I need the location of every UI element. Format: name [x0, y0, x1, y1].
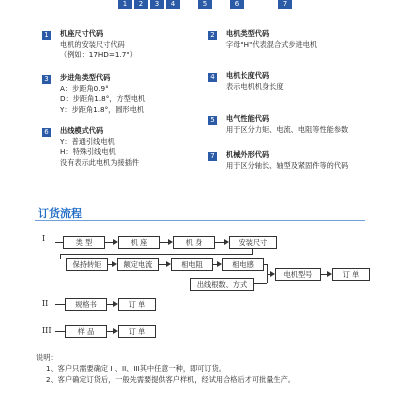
flow-box-holding-torque: 保持转矩	[66, 258, 108, 271]
flow-box-body: 机 身	[173, 236, 215, 249]
flow-box-frame: 机 座	[118, 236, 160, 249]
notes-title: 说明：	[36, 353, 58, 362]
code-item-line: 字母"H"代表混合式步进电机	[226, 39, 318, 49]
code-badge-4: 4	[208, 73, 217, 82]
code-number: 2	[134, 0, 148, 9]
section-divider	[35, 220, 365, 221]
code-item-4	[226, 71, 284, 92]
code-item-3	[60, 73, 145, 115]
code-badge-5: 5	[208, 116, 217, 125]
code-item-line: 表示电机机身长度	[226, 81, 284, 91]
connector-line	[60, 254, 253, 255]
flow-box-motor-model: 电机型号	[275, 268, 321, 281]
connector-line	[55, 331, 65, 332]
code-item-line: 用于区分轴长、轴型及紧固件等的代码	[226, 160, 349, 170]
code-number: 4	[166, 0, 180, 9]
code-item-line: Y：步距角1.8°，圆形电机	[60, 104, 145, 114]
option-numeral-1: I	[42, 234, 46, 243]
order-process-title: 订货流程	[38, 207, 82, 220]
flow-box-order: 订 单	[118, 298, 156, 311]
flow-box-mounting-size: 安装尺寸	[229, 236, 277, 249]
code-item-line: 没有表示此电机为接插件	[60, 157, 140, 167]
code-number-bar	[118, 0, 292, 9]
code-item-title: 机械外形代码	[226, 150, 270, 159]
code-item-5	[226, 114, 348, 135]
flow-box-spec-sheet: 规格书	[65, 298, 107, 311]
code-item-7	[226, 150, 348, 171]
code-item-6	[60, 126, 139, 168]
flow-box-type: 类 型	[63, 236, 105, 249]
option-numeral-3: III	[42, 326, 52, 335]
code-item-title: 步进角类型代码	[60, 73, 111, 82]
option-numeral-2: II	[42, 299, 49, 308]
code-item-line: 电机的安装尺寸代码	[60, 39, 125, 49]
code-item-title: 出线模式代码	[60, 126, 104, 135]
code-item-title: 电气性能代码	[226, 114, 270, 123]
code-badge-3: 3	[42, 75, 51, 84]
code-item-line: 用于区分力矩、电流、电阻等性能参数	[226, 124, 349, 134]
code-number: 1	[118, 0, 132, 9]
flow-box-lead-count: 出线根数、方式	[190, 278, 254, 291]
code-item-line: （例如：17HD=1.7"）	[60, 50, 137, 59]
flow-box-phase-resistance: 相电阻	[171, 258, 213, 271]
code-item-line: H：特殊引线电机	[60, 147, 116, 156]
connector-line	[253, 283, 267, 284]
code-item-2	[226, 29, 317, 50]
code-number: 5	[198, 0, 212, 9]
code-number: 6	[230, 0, 244, 9]
flow-box-sample: 样 品	[65, 325, 107, 338]
code-number: 3	[150, 0, 164, 9]
connector-line	[55, 242, 63, 243]
flow-box-phase-inductance: 相电感	[222, 258, 264, 271]
code-item-line: D：步距角1.8°，方型电机	[60, 94, 146, 103]
note-line: 2、客户确定订货后，一般先需要提供客户样机，经试用合格后才可批量生产。	[46, 375, 295, 384]
flow-box-rated-current: 额定电流	[117, 258, 159, 271]
flow-box-order: 订 单	[118, 325, 156, 338]
code-badge-2: 2	[208, 31, 217, 40]
code-badge-1: 1	[42, 31, 51, 40]
code-item-title: 电机类型代码	[226, 29, 270, 38]
note-line: 1、客户只需要确定 I 、II、III其中任意一种，即可订货。	[46, 364, 226, 373]
connector-line	[55, 304, 65, 305]
code-item-1	[60, 29, 137, 61]
flow-box-order: 订 单	[332, 268, 370, 281]
code-item-line: A：步距角0.9°	[60, 83, 109, 93]
connector-line	[60, 254, 61, 259]
code-badge-6: 6	[42, 128, 51, 137]
code-item-title: 机座尺寸代码	[60, 29, 104, 38]
code-item-title: 电机长度代码	[226, 71, 270, 80]
notes	[36, 352, 295, 385]
code-number: 7	[278, 0, 292, 9]
code-badge-7: 7	[208, 152, 217, 161]
code-item-line: Y：普通引线电机	[60, 136, 115, 146]
